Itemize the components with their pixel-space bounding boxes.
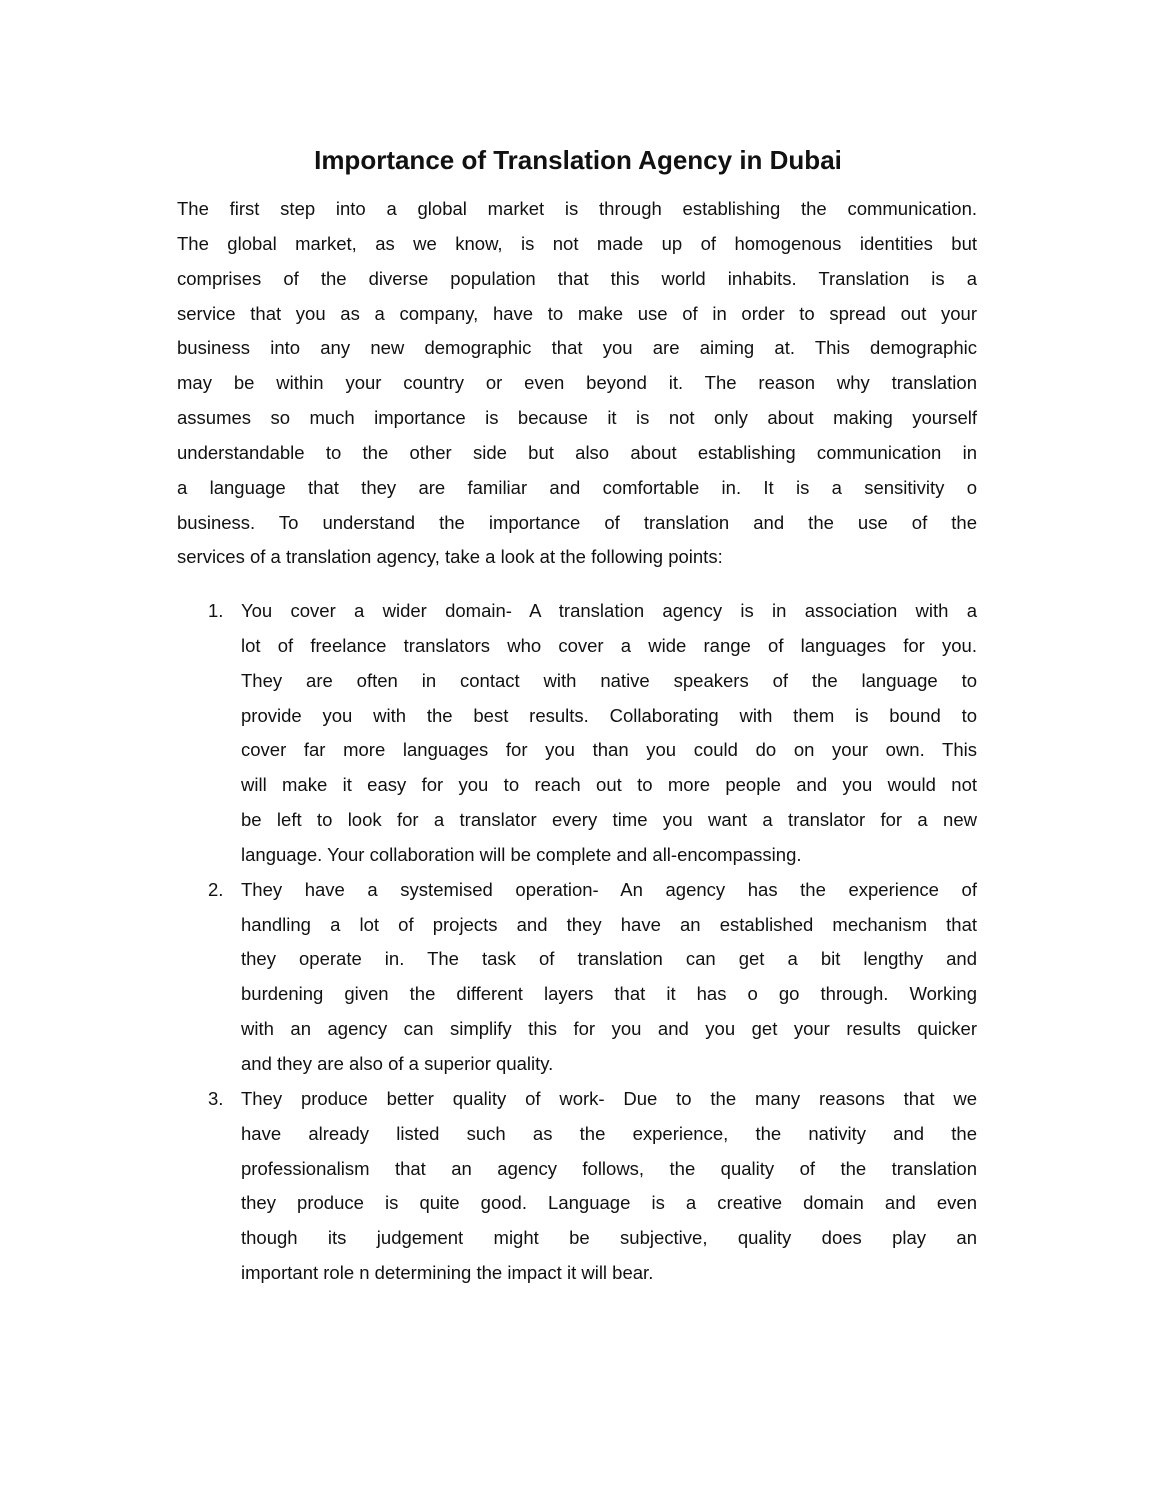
list-item-line: be left to look for a translator every time you want a translator for a new (241, 809, 977, 831)
list-item-number: 3. (208, 1087, 224, 1109)
list-item (177, 873, 977, 1082)
list-item-line: provide you with the best results. Collaborating with them is bound to (241, 704, 977, 726)
list-item-line: will make it easy for you to reach out to more people and you would not (241, 774, 977, 796)
paragraph-line: business into any new demographic that you are aiming at. This demographic (177, 337, 977, 359)
list-item-line: handling a lot of projects and they have an established mechanism that (241, 913, 977, 935)
list-item-line: they produce is quite good. Language is a creative domain and even (241, 1192, 977, 1214)
list-item-line: You cover a wider domain- A translation agency is in association with a (241, 600, 977, 621)
list-item-line: they operate in. The task of translation can get a bit lengthy and (241, 948, 977, 970)
paragraph-line: comprises of the diverse population that this world inhabits. Translation is a (177, 267, 977, 289)
paragraph-line: service that you as a company, have to make use of in order to spread out your (177, 302, 977, 324)
list-item-line: have already listed such as the experience, the nativity and the (241, 1122, 977, 1144)
list-item-line: important role n determining the impact it will bear. (241, 1262, 654, 1284)
list-item-line: with an agency can simplify this for you and you get your results quicker (241, 1018, 977, 1040)
list-item-line: cover far more languages for you than you could do on your own. This (241, 739, 977, 761)
paragraph-line: understandable to the other side but also about establishing communication in (177, 441, 977, 463)
document-title: Importance of Translation Agency in Dubai (314, 145, 842, 176)
list-item-line: burdening given the different layers that it has o go through. Working (241, 983, 977, 1005)
paragraph-line: may be within your country or even beyond it. The reason why translation (177, 372, 977, 394)
list-item-line: language. Your collaboration will be complete and all-encompassing. (241, 843, 802, 865)
paragraph-line: The first step into a global market is through establishing the communication. (177, 198, 977, 219)
list-item-line: lot of freelance translators who cover a wide range of languages for you. (241, 634, 977, 656)
list-item-line: though its judgement might be subjective, quality does play an (241, 1227, 977, 1249)
list-item-line: They produce better quality of work- Due to the many reasons that we (241, 1087, 977, 1109)
list-item-number: 1. (208, 600, 224, 621)
paragraph-line: assumes so much importance is because it is not only about making yourself (177, 407, 977, 429)
list-item-number: 2. (208, 878, 224, 900)
list-item-line: They have a systemised operation- An agency has the experience of (241, 878, 977, 900)
intro-paragraph (177, 192, 977, 575)
list-item-line: professionalism that an agency follows, the quality of the translation (241, 1157, 977, 1179)
points-list (177, 594, 977, 1291)
list-item (177, 1082, 977, 1291)
paragraph-line: services of a translation agency, take a look at the following points: (177, 546, 723, 568)
list-item-line: They are often in contact with native speakers of the language to (241, 669, 977, 691)
list-item (177, 594, 977, 873)
paragraph-line: a language that they are familiar and comfortable in. It is a sensitivity o (177, 476, 977, 498)
list-item-line: and they are also of a superior quality. (241, 1052, 554, 1074)
paragraph-line: business. To understand the importance of translation and the use of the (177, 511, 977, 533)
paragraph-line: The global market, as we know, is not made up of homogenous identities but (177, 232, 977, 254)
